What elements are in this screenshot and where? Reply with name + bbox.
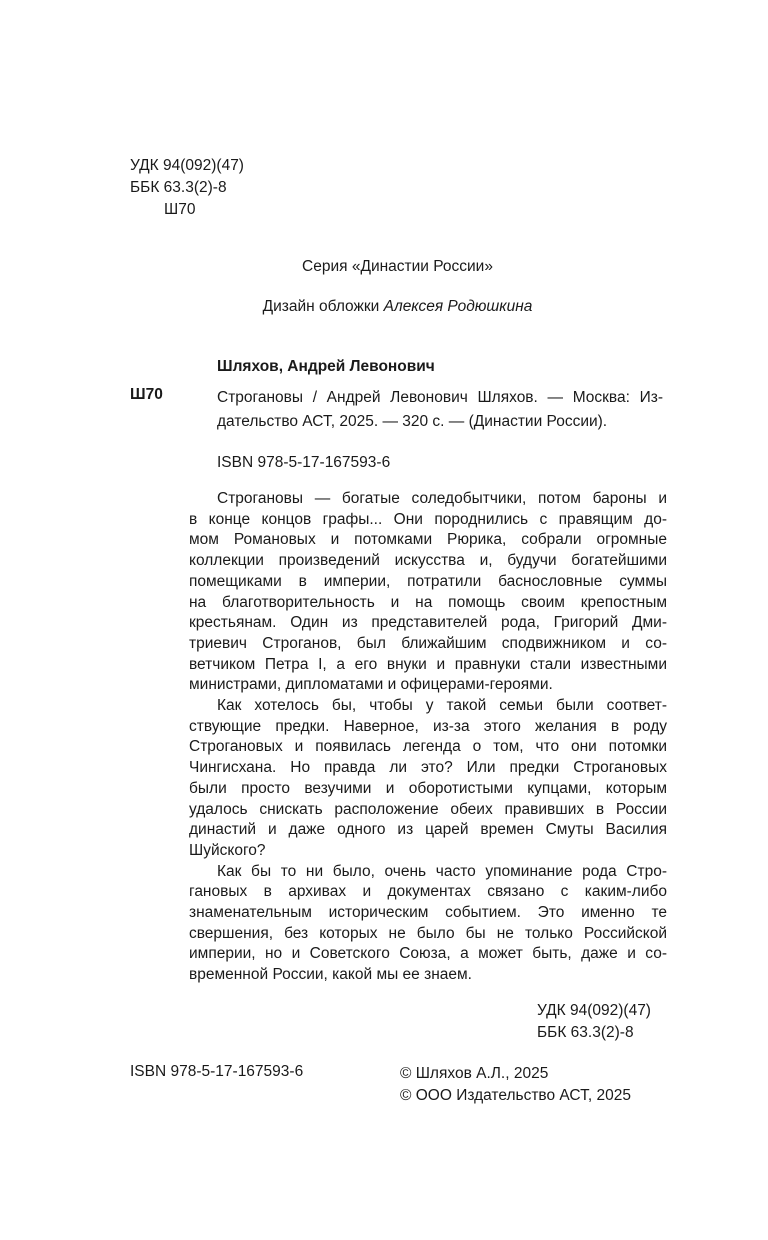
- copyright-publisher: © ООО Издательство АСТ, 2025: [400, 1087, 631, 1104]
- bbk-code: ББК 63.3(2)-8: [537, 1024, 634, 1041]
- abstract-line: временной России, какой мы ее знаем.: [189, 966, 472, 984]
- design-credit-prefix: Дизайн обложки: [262, 298, 384, 315]
- abstract-line: на благотворительность и на помощь своим крепостным: [189, 593, 667, 611]
- abstract-line: в конце концов графы... Они породнились с правящим до-: [189, 510, 667, 528]
- bibliographic-description: [217, 386, 663, 434]
- abstract-line: ствующие предки. Наверное, из-за этого желания в роду: [189, 717, 667, 735]
- copyright-notices: [400, 1063, 631, 1107]
- abstract-line: династий и даже одного из царей времен Смуты Василия: [189, 821, 667, 839]
- abstract-line: Как бы то ни было, очень часто упоминание рода Стро-: [217, 862, 667, 880]
- bibliographic-line: дательство АСТ, 2025. — 320 с. — (Династии России).: [217, 413, 608, 430]
- abstract-line: Строгановы — богатые соледобытчики, потом бароны и: [217, 490, 667, 507]
- abstract-line: крестьянам. Один из представителей рода, Григорий Дми-: [189, 614, 667, 632]
- abstract-line: удалось снискать расположение обеих правивших в России: [189, 800, 667, 818]
- isbn: ISBN 978-5-17-167593-6: [217, 454, 391, 471]
- cover-design-credit: [0, 298, 768, 316]
- abstract-line: свершения, без которых не было бы не только Российской: [189, 924, 667, 942]
- abstract-line: министрами, дипломатами и офицерами-героями.: [189, 676, 553, 694]
- author-cipher: Ш70: [130, 386, 163, 403]
- bibliographic-line: Строгановы / Андрей Левонович Шляхов. — Москва: Из-: [217, 389, 663, 406]
- abstract-line: триевич Строганов, был ближайшим сподвижником и со-: [189, 634, 667, 652]
- abstract-paragraph: [189, 862, 667, 986]
- author-heading: Шляхов, Андрей Левонович: [217, 358, 435, 375]
- abstract-line: знаменательным историческим событием. Это именно те: [189, 904, 667, 922]
- designer-name: Алексея Родюшкина: [383, 298, 533, 315]
- copyright-author: © Шляхов А.Л., 2025: [400, 1065, 549, 1082]
- abstract-line: мом Романовых и потомками Рюрика, собрали огромные: [189, 531, 667, 549]
- abstract-line: гановых в архивах и документах связано с каким-либо: [189, 883, 667, 901]
- abstract-line: империи, но и Советского Союза, а может быть, даже и со-: [189, 945, 667, 963]
- abstract-paragraph: [189, 489, 667, 696]
- author-sign: Ш70: [164, 201, 196, 218]
- abstract-line: ветчиком Петра I, а его внуки и правнуки стали известными: [189, 655, 667, 673]
- abstract: [189, 489, 667, 986]
- abstract-line: коллекции произведений искусства и, будучи богатейшими: [189, 552, 667, 570]
- abstract-line: Шуйского?: [189, 841, 266, 859]
- series-line: Серия «Династии России»: [302, 258, 493, 275]
- abstract-line: Строгановых и появилась легенда о том, что они потомки: [189, 738, 667, 756]
- abstract-paragraph: [189, 696, 667, 862]
- abstract-line: были просто везучими и оборотистыми купцами, которым: [189, 779, 667, 797]
- udk-code: УДК 94(092)(47): [537, 1002, 651, 1019]
- udk-code: УДК 94(092)(47): [130, 157, 244, 174]
- bbk-code: ББК 63.3(2)-8: [130, 179, 227, 196]
- isbn-footer: ISBN 978-5-17-167593-6: [130, 1063, 304, 1080]
- abstract-line: помещиками в империи, потратили баснословные суммы: [189, 572, 667, 590]
- abstract-line: Чингисхана. Но правда ли это? Или предки Строгановых: [189, 759, 667, 777]
- abstract-line: Как хотелось бы, чтобы у такой семьи были соответ-: [217, 697, 667, 715]
- classification-codes-top: [130, 155, 244, 221]
- classification-codes-bottom: [537, 1000, 651, 1044]
